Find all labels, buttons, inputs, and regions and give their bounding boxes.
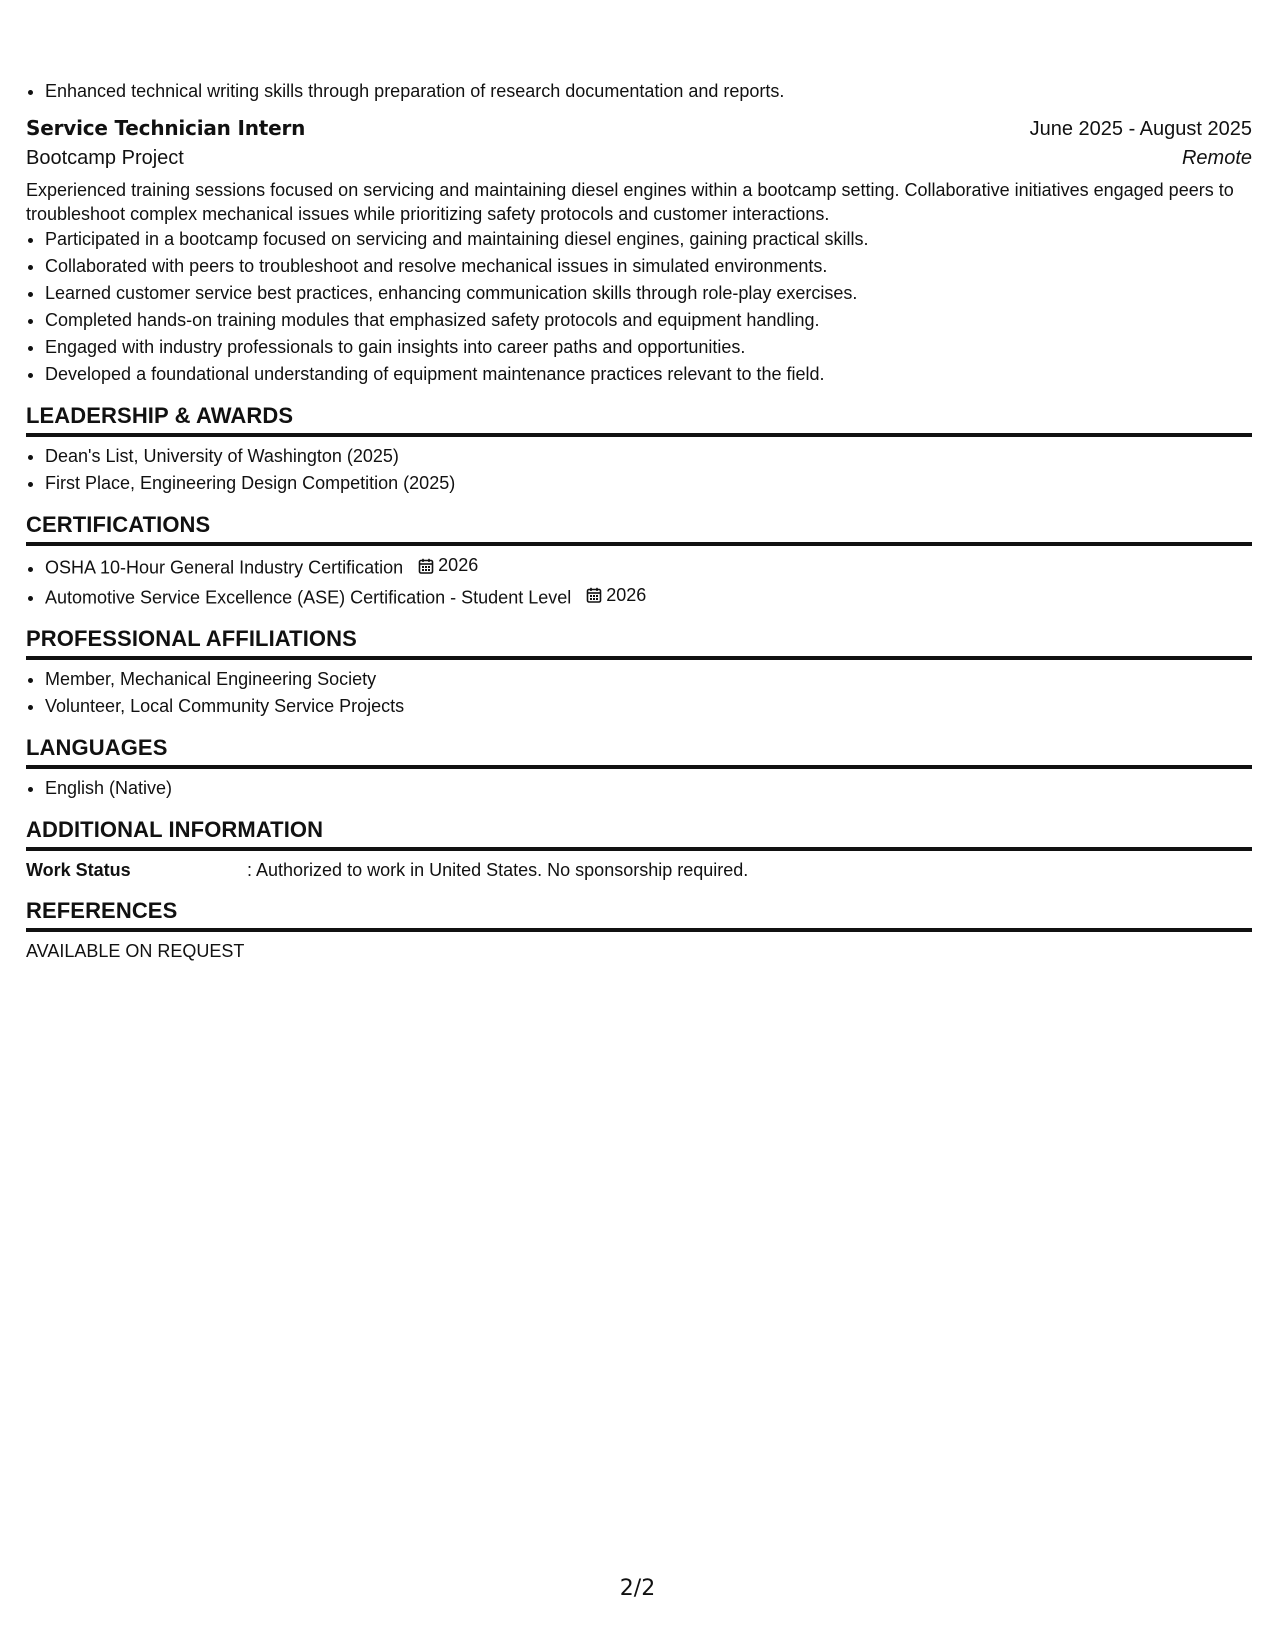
section-title: LEADERSHIP & AWARDS [26,401,1252,437]
work-status-value: : Authorized to work in United States. No sponsorship required. [247,860,749,880]
certification-year: 2026 [438,555,479,575]
additional-info-section [26,815,1252,883]
list-item: • Collaborated with peers to troubleshoot and resolve mechanical issues in simulated environments. [45,253,1252,280]
certification-date [586,582,646,609]
certifications-section [26,510,1252,611]
job-bullets [26,226,1252,388]
section-title: LANGUAGES [26,733,1252,769]
list-item [45,582,1252,612]
languages-list [26,775,1252,802]
certification-date [418,552,478,579]
references-text: AVAILABLE ON REQUEST [26,941,245,961]
list-item: • Developed a foundational understanding of equipment maintenance practices relevant to the field. [45,361,1252,388]
leadership-list [26,443,1252,497]
section-title: ADDITIONAL INFORMATION [26,815,1252,851]
calendar-icon [586,587,602,603]
job-entry [26,116,1252,388]
section-title: CERTIFICATIONS [26,510,1252,546]
job-title: Service Technician Intern [26,116,306,140]
list-item: • Volunteer, Local Community Service Projects [45,693,1252,720]
list-item: • Enhanced technical writing skills through preparation of research documentation and reports. [45,78,1252,105]
affiliations-list [26,666,1252,720]
job-dates: June 2025 - August 2025 [1029,118,1252,140]
work-status-row [26,857,1252,883]
certification-year: 2026 [606,584,647,605]
calendar-icon [418,558,434,574]
section-title: REFERENCES [26,896,1252,932]
page-number: 2/2 [619,1576,656,1601]
list-item: • English (Native) [45,775,1252,802]
work-status-label: Work Status [26,860,131,880]
job-summary: Experienced training sessions focused on servicing and maintaining diesel engines within a bootcamp setting. Collaborative initiatives engaged peers to troubleshoot complex mechanical issues while prioritizing safety protocols and customer interactions. [26,180,1234,224]
job-header [26,116,1252,141]
section-title: PROFESSIONAL AFFILIATIONS [26,624,1252,660]
leadership-section [26,401,1252,497]
list-item [45,552,1252,582]
list-item: • Member, Mechanical Engineering Society [45,666,1252,693]
job-organization: Bootcamp Project [26,147,184,169]
references-section [26,896,1252,964]
job-subheader [26,147,1252,170]
languages-section [26,733,1252,802]
list-item: • Participated in a bootcamp focused on servicing and maintaining diesel engines, gaining practical skills. [45,226,1252,253]
previous-job-bullets [26,78,1252,105]
certification-name: OSHA 10-Hour General Industry Certification [45,557,404,578]
list-item: • Learned customer service best practices, enhancing communication skills through role-play exercises. [45,280,1252,307]
list-item: • Dean's List, University of Washington (2025) [45,443,1252,470]
resume-page [26,78,1252,964]
affiliations-section [26,624,1252,720]
list-item: • First Place, Engineering Design Competition (2025) [45,470,1252,497]
list-item: • Completed hands-on training modules that emphasized safety protocols and equipment handling. [45,307,1252,334]
certification-name: Automotive Service Excellence (ASE) Certification - Student Level [45,587,572,607]
list-item: • Engaged with industry professionals to gain insights into career paths and opportunities. [45,334,1252,361]
job-location: Remote [1181,147,1252,169]
certifications-list [26,552,1252,611]
